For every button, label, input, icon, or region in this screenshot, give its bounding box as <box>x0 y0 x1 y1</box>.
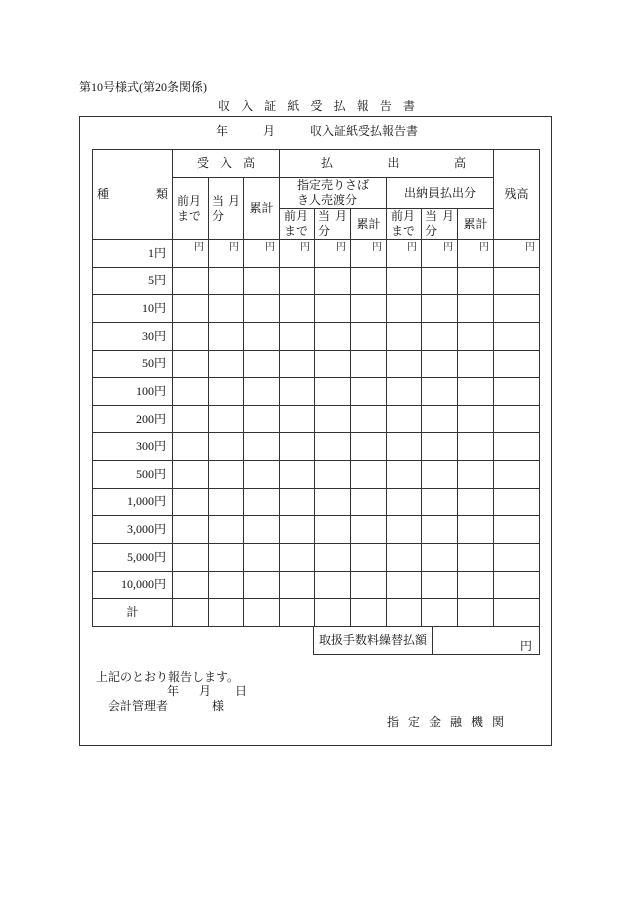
amount-cell <box>494 543 540 571</box>
row-label: 30円 <box>93 322 173 350</box>
amount-cell <box>280 378 315 406</box>
received-current-month-header <box>209 178 244 240</box>
amount-cell <box>173 295 209 323</box>
kind-header <box>93 150 173 240</box>
table-row <box>93 405 540 433</box>
cumulative-label: 累計 <box>249 201 274 215</box>
amount-cell <box>422 571 458 599</box>
amount-cell <box>458 461 494 489</box>
amount-cell <box>494 461 540 489</box>
balance-header <box>494 150 540 240</box>
row-label: 5,000円 <box>93 543 173 571</box>
amount-cell <box>351 322 387 350</box>
amount-cell <box>244 295 280 323</box>
amount-cell <box>244 543 280 571</box>
yen-unit-label: 円 <box>407 242 418 253</box>
report-heading: 収入証紙受払報告書 <box>310 124 419 138</box>
yen-unit-label: 円 <box>265 242 276 253</box>
amount-cell <box>387 295 422 323</box>
amount-cell <box>209 350 244 378</box>
received-header <box>173 150 280 178</box>
amount-cell <box>173 240 209 268</box>
yen-unit-label: 円 <box>194 242 204 253</box>
amount-cell <box>209 405 244 433</box>
paid-header <box>280 150 494 178</box>
amount-cell <box>315 571 351 599</box>
amount-cell <box>315 516 351 544</box>
designated-seller-line-2: き人売渡分 <box>297 193 358 207</box>
row-label: 3,000円 <box>93 516 173 544</box>
amount-cell <box>351 378 387 406</box>
fee-unit-label: 円 <box>519 638 532 653</box>
table-body <box>93 240 540 627</box>
amount-cell <box>458 405 494 433</box>
yen-unit-label: 円 <box>336 242 347 253</box>
amount-cell <box>244 571 280 599</box>
paid-label: 払出高 <box>321 156 467 170</box>
designated-seller-line-1: 指定売りさば <box>297 178 370 192</box>
amount-cell <box>209 516 244 544</box>
form-number: 第10号様式(第20条関係) <box>79 80 207 94</box>
date-day-label: 日 <box>235 684 248 698</box>
amount-cell <box>387 543 422 571</box>
amount-cell <box>280 240 315 268</box>
amount-cell <box>209 267 244 295</box>
amount-cell <box>315 378 351 406</box>
header-row-1 <box>93 150 540 178</box>
cumulative-label: 累計 <box>463 216 488 231</box>
amount-cell <box>422 267 458 295</box>
amount-cell <box>494 378 540 406</box>
amount-cell <box>351 571 387 599</box>
current-month-line-2: 分 <box>425 224 438 238</box>
amount-cell <box>351 405 387 433</box>
amount-cell <box>280 461 315 489</box>
amount-cell <box>244 267 280 295</box>
amount-cell <box>244 350 280 378</box>
amount-cell <box>494 488 540 516</box>
current-month-line-1: 当月 <box>425 209 455 223</box>
amount-cell <box>494 571 540 599</box>
prev-month-line-1: 前月 <box>284 209 309 223</box>
amount-cell <box>387 240 422 268</box>
amount-cell <box>209 488 244 516</box>
amount-cell <box>315 405 351 433</box>
issuer-name: 指定金融機関 <box>387 715 504 729</box>
table-row <box>93 433 540 461</box>
amount-cell <box>494 516 540 544</box>
amount-cell <box>209 461 244 489</box>
amount-cell <box>209 295 244 323</box>
amount-cell <box>244 240 280 268</box>
amount-cell <box>244 488 280 516</box>
amount-cell <box>315 267 351 295</box>
recipient-honorific: 様 <box>212 699 225 713</box>
table-row <box>93 516 540 544</box>
cashier-cumulative-header <box>458 209 494 240</box>
amount-cell <box>280 599 315 627</box>
cashier-header <box>387 178 494 209</box>
amount-cell <box>387 350 422 378</box>
table-row <box>93 543 540 571</box>
amount-cell <box>422 516 458 544</box>
amount-cell <box>315 322 351 350</box>
cashier-current-month-header <box>422 209 458 240</box>
row-label: 50円 <box>93 350 173 378</box>
amount-cell <box>494 405 540 433</box>
amount-cell <box>315 350 351 378</box>
amount-cell <box>209 543 244 571</box>
current-month-line-1: 当月 <box>212 193 240 208</box>
amount-cell <box>173 378 209 406</box>
amount-cell <box>387 516 422 544</box>
report-table <box>92 149 540 627</box>
amount-cell <box>173 571 209 599</box>
amount-cell <box>422 543 458 571</box>
table-row <box>93 488 540 516</box>
amount-cell <box>422 405 458 433</box>
prev-month-line-2: まで <box>177 208 202 223</box>
received-prev-month-header <box>173 178 209 240</box>
report-statement: 上記のとおり報告します。 <box>96 670 240 684</box>
amount-cell <box>422 378 458 406</box>
amount-cell <box>387 571 422 599</box>
amount-cell <box>387 599 422 627</box>
amount-cell <box>494 322 540 350</box>
amount-cell <box>315 295 351 323</box>
row-label: 200円 <box>93 405 173 433</box>
prev-month-line-1: 前月 <box>177 193 202 208</box>
designated-prev-month-header <box>280 209 315 240</box>
amount-cell <box>244 378 280 406</box>
amount-cell <box>280 433 315 461</box>
amount-cell <box>280 295 315 323</box>
amount-cell <box>458 488 494 516</box>
amount-cell <box>494 433 540 461</box>
prev-month-line-2: まで <box>391 224 416 238</box>
amount-cell <box>280 405 315 433</box>
amount-cell <box>387 433 422 461</box>
table-row <box>93 295 540 323</box>
row-label: 100円 <box>93 378 173 406</box>
amount-cell <box>173 461 209 489</box>
amount-cell <box>422 295 458 323</box>
amount-cell <box>351 240 387 268</box>
amount-cell <box>458 240 494 268</box>
report-table-area <box>92 149 539 655</box>
amount-cell <box>244 405 280 433</box>
table-row <box>93 322 540 350</box>
balance-label: 残高 <box>504 187 529 201</box>
amount-cell <box>244 599 280 627</box>
amount-cell <box>458 599 494 627</box>
amount-cell <box>280 350 315 378</box>
amount-cell <box>244 516 280 544</box>
designated-cumulative-header <box>351 209 387 240</box>
yen-unit-label: 円 <box>229 242 239 253</box>
row-label: 1,000円 <box>93 488 173 516</box>
yen-unit-label: 円 <box>300 242 311 253</box>
amount-cell <box>315 461 351 489</box>
amount-cell <box>173 322 209 350</box>
row-label: 1円 <box>93 240 173 268</box>
yen-unit-label: 円 <box>479 242 490 253</box>
amount-cell <box>280 322 315 350</box>
amount-cell <box>458 322 494 350</box>
amount-cell <box>280 267 315 295</box>
amount-cell <box>209 240 244 268</box>
amount-cell <box>458 295 494 323</box>
table-row <box>93 267 540 295</box>
amount-cell <box>173 543 209 571</box>
amount-cell <box>351 461 387 489</box>
fee-amount-cell <box>433 627 539 654</box>
amount-cell <box>315 433 351 461</box>
amount-cell <box>458 571 494 599</box>
amount-cell <box>244 433 280 461</box>
cumulative-label: 累計 <box>356 216 381 231</box>
received-cumulative-header <box>244 178 280 240</box>
amount-cell <box>244 461 280 489</box>
amount-cell <box>351 267 387 295</box>
yen-unit-label: 円 <box>525 242 536 253</box>
table-row <box>93 240 540 268</box>
amount-cell <box>173 599 209 627</box>
amount-cell <box>173 488 209 516</box>
yen-unit-label: 円 <box>372 242 383 253</box>
fee-label: 取扱手数料繰替払額 <box>314 627 433 654</box>
amount-cell <box>315 599 351 627</box>
amount-cell <box>422 350 458 378</box>
amount-cell <box>458 267 494 295</box>
amount-cell <box>387 461 422 489</box>
received-label: 受入高 <box>197 156 256 170</box>
prev-month-line-2: まで <box>284 224 309 238</box>
row-label: 300円 <box>93 433 173 461</box>
amount-cell <box>422 488 458 516</box>
table-row <box>93 461 540 489</box>
amount-cell <box>173 267 209 295</box>
amount-cell <box>209 378 244 406</box>
cashier-label: 出納員払出分 <box>404 185 477 200</box>
amount-cell <box>351 599 387 627</box>
amount-cell <box>209 599 244 627</box>
report-month-label: 月 <box>263 124 276 138</box>
amount-cell <box>280 543 315 571</box>
amount-cell <box>280 488 315 516</box>
amount-cell <box>387 267 422 295</box>
amount-cell <box>422 461 458 489</box>
amount-cell <box>209 571 244 599</box>
row-label: 500円 <box>93 461 173 489</box>
table-row <box>93 378 540 406</box>
amount-cell <box>387 378 422 406</box>
amount-cell <box>173 405 209 433</box>
amount-cell <box>458 378 494 406</box>
amount-cell <box>422 240 458 268</box>
amount-cell <box>494 267 540 295</box>
amount-cell <box>315 543 351 571</box>
amount-cell <box>244 322 280 350</box>
amount-cell <box>494 240 540 268</box>
row-label: 計 <box>93 599 173 627</box>
amount-cell <box>209 322 244 350</box>
amount-cell <box>458 516 494 544</box>
amount-cell <box>351 295 387 323</box>
amount-cell <box>280 516 315 544</box>
recipient-title: 会計管理者 <box>108 699 169 713</box>
document-title: 収入証紙受払報告書 <box>218 99 415 113</box>
yen-unit-label: 円 <box>443 242 454 253</box>
amount-cell <box>351 350 387 378</box>
amount-cell <box>387 405 422 433</box>
amount-cell <box>422 599 458 627</box>
amount-cell <box>280 571 315 599</box>
table-row <box>93 350 540 378</box>
amount-cell <box>458 433 494 461</box>
amount-cell <box>315 488 351 516</box>
amount-cell <box>173 433 209 461</box>
date-month-label: 月 <box>199 684 212 698</box>
amount-cell <box>173 516 209 544</box>
amount-cell <box>173 350 209 378</box>
cashier-prev-month-header <box>387 209 422 240</box>
amount-cell <box>387 322 422 350</box>
amount-cell <box>494 295 540 323</box>
designated-seller-header <box>280 178 387 209</box>
amount-cell <box>209 433 244 461</box>
amount-cell <box>351 488 387 516</box>
table-row <box>93 599 540 627</box>
amount-cell <box>315 240 351 268</box>
current-month-line-2: 分 <box>318 224 331 238</box>
row-label: 5円 <box>93 267 173 295</box>
table-row <box>93 571 540 599</box>
current-month-line-1: 当月 <box>318 209 348 223</box>
date-year-label: 年 <box>167 684 180 698</box>
current-month-line-2: 分 <box>212 208 225 223</box>
amount-cell <box>458 543 494 571</box>
prev-month-line-1: 前月 <box>391 209 416 223</box>
amount-cell <box>351 433 387 461</box>
row-label: 10,000円 <box>93 571 173 599</box>
amount-cell <box>422 433 458 461</box>
designated-current-month-header <box>315 209 351 240</box>
amount-cell <box>494 350 540 378</box>
amount-cell <box>351 516 387 544</box>
kind-label: 種類 <box>97 187 168 201</box>
amount-cell <box>422 322 458 350</box>
amount-cell <box>351 543 387 571</box>
amount-cell <box>494 599 540 627</box>
row-label: 10円 <box>93 295 173 323</box>
report-year-label: 年 <box>216 124 229 138</box>
fee-row <box>313 627 540 655</box>
amount-cell <box>387 488 422 516</box>
amount-cell <box>458 350 494 378</box>
